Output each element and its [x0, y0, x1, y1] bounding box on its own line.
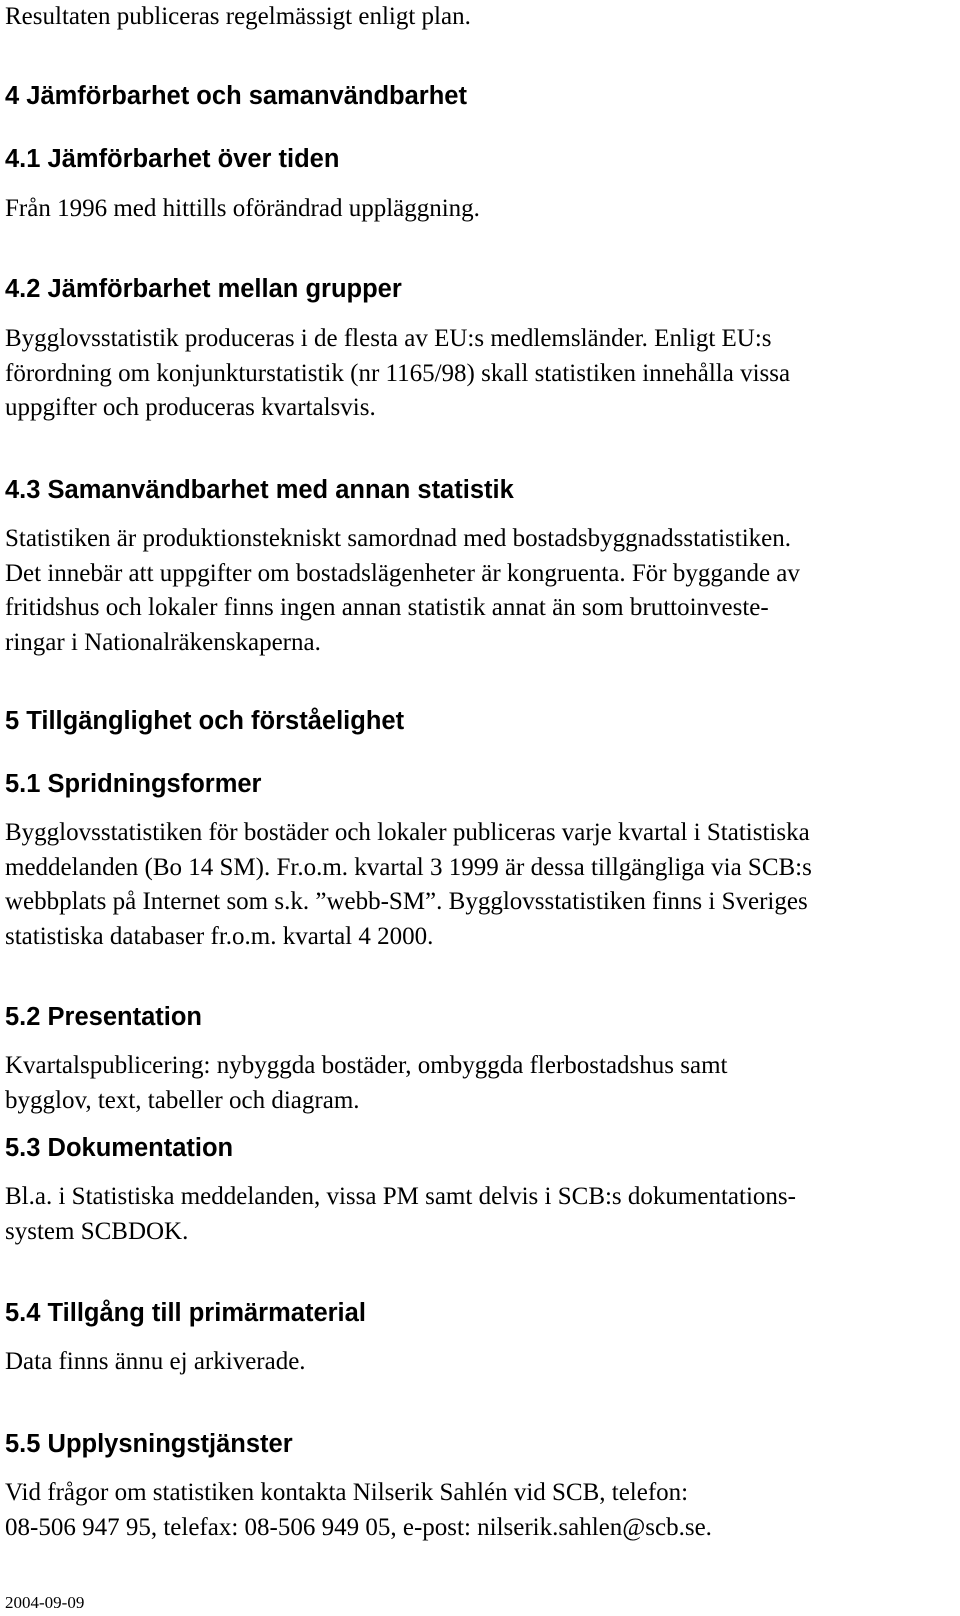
heading-section-5-3: 5.3 Dokumentation	[5, 1134, 234, 1162]
paragraph-line: Från 1996 med hittills oförändrad uppläggning.	[5, 195, 480, 222]
paragraph-section-5-5	[5, 1476, 712, 1545]
heading-section-4: 4 Jämförbarhet och samanvändbarhet	[5, 82, 467, 110]
heading-section-5-4: 5.4 Tillgång till primärmaterial	[5, 1299, 366, 1327]
paragraph-line: Kvartalspublicering: nybyggda bostäder, ombyggda flerbostadshus samt	[5, 1052, 728, 1079]
paragraph-section-5-2	[5, 1049, 727, 1118]
intro-line: Resultaten publiceras regelmässigt enligt plan.	[5, 3, 471, 30]
paragraph-section-5-3	[5, 1180, 796, 1249]
paragraph-line: Vid frågor om statistiken kontakta Nilserik Sahlén vid SCB, telefon:	[5, 1479, 689, 1506]
footer-date: 2004-09-09	[5, 1593, 85, 1612]
paragraph-section-4-1	[5, 192, 480, 227]
paragraph-line: Bygglovsstatistiken för bostäder och lokaler publiceras varje kvartal i Statistiska	[5, 819, 810, 846]
paragraph-line: system SCBDOK.	[5, 1217, 189, 1245]
heading-section-5-5: 5.5 Upplysningstjänster	[5, 1430, 293, 1458]
paragraph-line: Statistiken är produktionstekniskt samordnad med bostadsbyggnadsstatistiken.	[5, 525, 792, 552]
paragraph-section-4-3	[5, 522, 800, 660]
paragraph-line: statistiska databaser fr.o.m. kvartal 4 2000.	[5, 922, 434, 950]
heading-section-4-3: 4.3 Samanvändbarhet med annan statistik	[5, 476, 514, 504]
intro-paragraph	[5, 0, 471, 35]
paragraph-line: Bygglovsstatistik produceras i de flesta av EU:s medlemsländer. Enligt EU:s	[5, 325, 772, 352]
paragraph-line: meddelanden (Bo 14 SM). Fr.o.m. kvartal 3 1999 är dessa tillgängliga via SCB:s	[5, 853, 812, 881]
paragraph-line: ringar i Nationalräkenskaperna.	[5, 628, 321, 656]
paragraph-line: fritidshus och lokaler finns ingen annan statistik annat än som bruttoinveste-	[5, 594, 769, 621]
paragraph-section-5-1	[5, 816, 812, 954]
paragraph-line: Bl.a. i Statistiska meddelanden, vissa PM samt delvis i SCB:s dokumentations-	[5, 1183, 796, 1210]
heading-section-4-1: 4.1 Jämförbarhet över tiden	[5, 145, 340, 173]
heading-section-5-1: 5.1 Spridningsformer	[5, 770, 262, 798]
paragraph-line: 08-506 947 95, telefax: 08-506 949 05, e-post: nilserik.sahlen@scb.se.	[5, 1513, 712, 1541]
paragraph-line: Data finns ännu ej arkiverade.	[5, 1348, 306, 1375]
paragraph-line: webbplats på Internet som s.k. ”webb-SM”. Bygglovsstatistiken finns i Sveriges	[5, 888, 808, 915]
heading-section-5: 5 Tillgänglighet och förståelighet	[5, 707, 405, 735]
paragraph-line: förordning om konjunkturstatistik (nr 1165/98) skall statistiken innehålla vissa	[5, 359, 791, 387]
paragraph-line: bygglov, text, tabeller och diagram.	[5, 1086, 360, 1114]
paragraph-section-5-4	[5, 1345, 306, 1380]
paragraph-section-4-2	[5, 322, 790, 426]
paragraph-line: Det innebär att uppgifter om bostadslägenheter är kongruenta. För byggande av	[5, 559, 800, 587]
heading-section-4-2: 4.2 Jämförbarhet mellan grupper	[5, 275, 402, 303]
heading-section-5-2: 5.2 Presentation	[5, 1003, 202, 1031]
paragraph-line: uppgifter och produceras kvartalsvis.	[5, 394, 376, 421]
